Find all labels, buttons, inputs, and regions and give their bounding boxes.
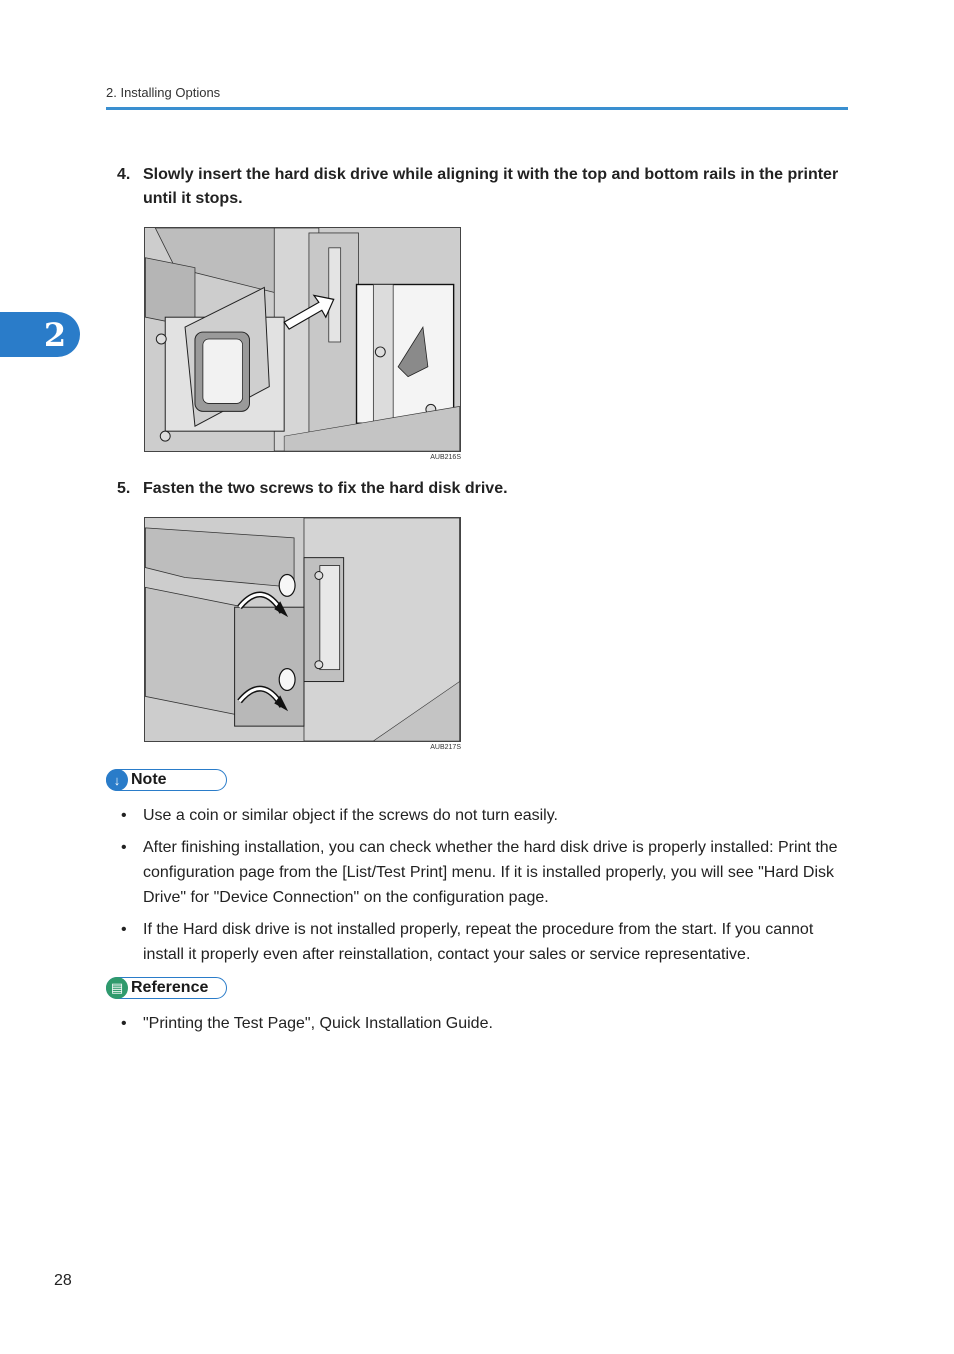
reference-title: Reference xyxy=(131,979,209,996)
note-title: Note xyxy=(131,771,167,788)
step-text: Slowly insert the hard disk drive while aligning it with the top and bottom rails in the printer until it stops. xyxy=(143,166,839,207)
fasten-screws-illustration xyxy=(145,518,460,741)
hard-disk-insert-illustration xyxy=(145,228,460,451)
reference-list xyxy=(118,1011,848,1043)
list-item: • After finishing installation, you can check whether the hard disk drive is properly installed: Print the configuration page from the [List/Test Print] menu. If it is installed properly, you will see "Hard Disk Drive" for "Device Connection" on the configuration page. xyxy=(118,835,848,910)
arrow-down-icon: ↓ xyxy=(106,769,128,791)
step-text: Fasten the two screws to fix the hard disk drive. xyxy=(143,480,508,497)
reference-label xyxy=(106,977,227,999)
header-rule xyxy=(106,107,848,110)
note-list xyxy=(118,803,848,974)
running-header: 2. Installing Options xyxy=(106,85,221,100)
figure-code: AUB217S xyxy=(430,744,461,751)
step-number: 4. xyxy=(117,166,131,183)
figure-fasten-screws xyxy=(144,517,461,742)
book-icon: ▤ xyxy=(106,977,128,999)
note-label xyxy=(106,769,227,791)
figure-insert-hard-disk xyxy=(144,227,461,452)
step-number: 5. xyxy=(117,480,131,497)
page-number: 28 xyxy=(54,1272,72,1289)
chapter-number: 2 xyxy=(43,315,67,354)
list-item: • Use a coin or similar object if the screws do not turn easily. xyxy=(118,803,848,828)
list-item: • "Printing the Test Page", Quick Installation Guide. xyxy=(118,1011,848,1036)
figure-code: AUB216S xyxy=(430,454,461,461)
chapter-tab xyxy=(0,312,80,357)
list-item: • If the Hard disk drive is not installed properly, repeat the procedure from the start. If you cannot install it properly even after reinstallation, contact your sales or service representative. xyxy=(118,917,848,967)
